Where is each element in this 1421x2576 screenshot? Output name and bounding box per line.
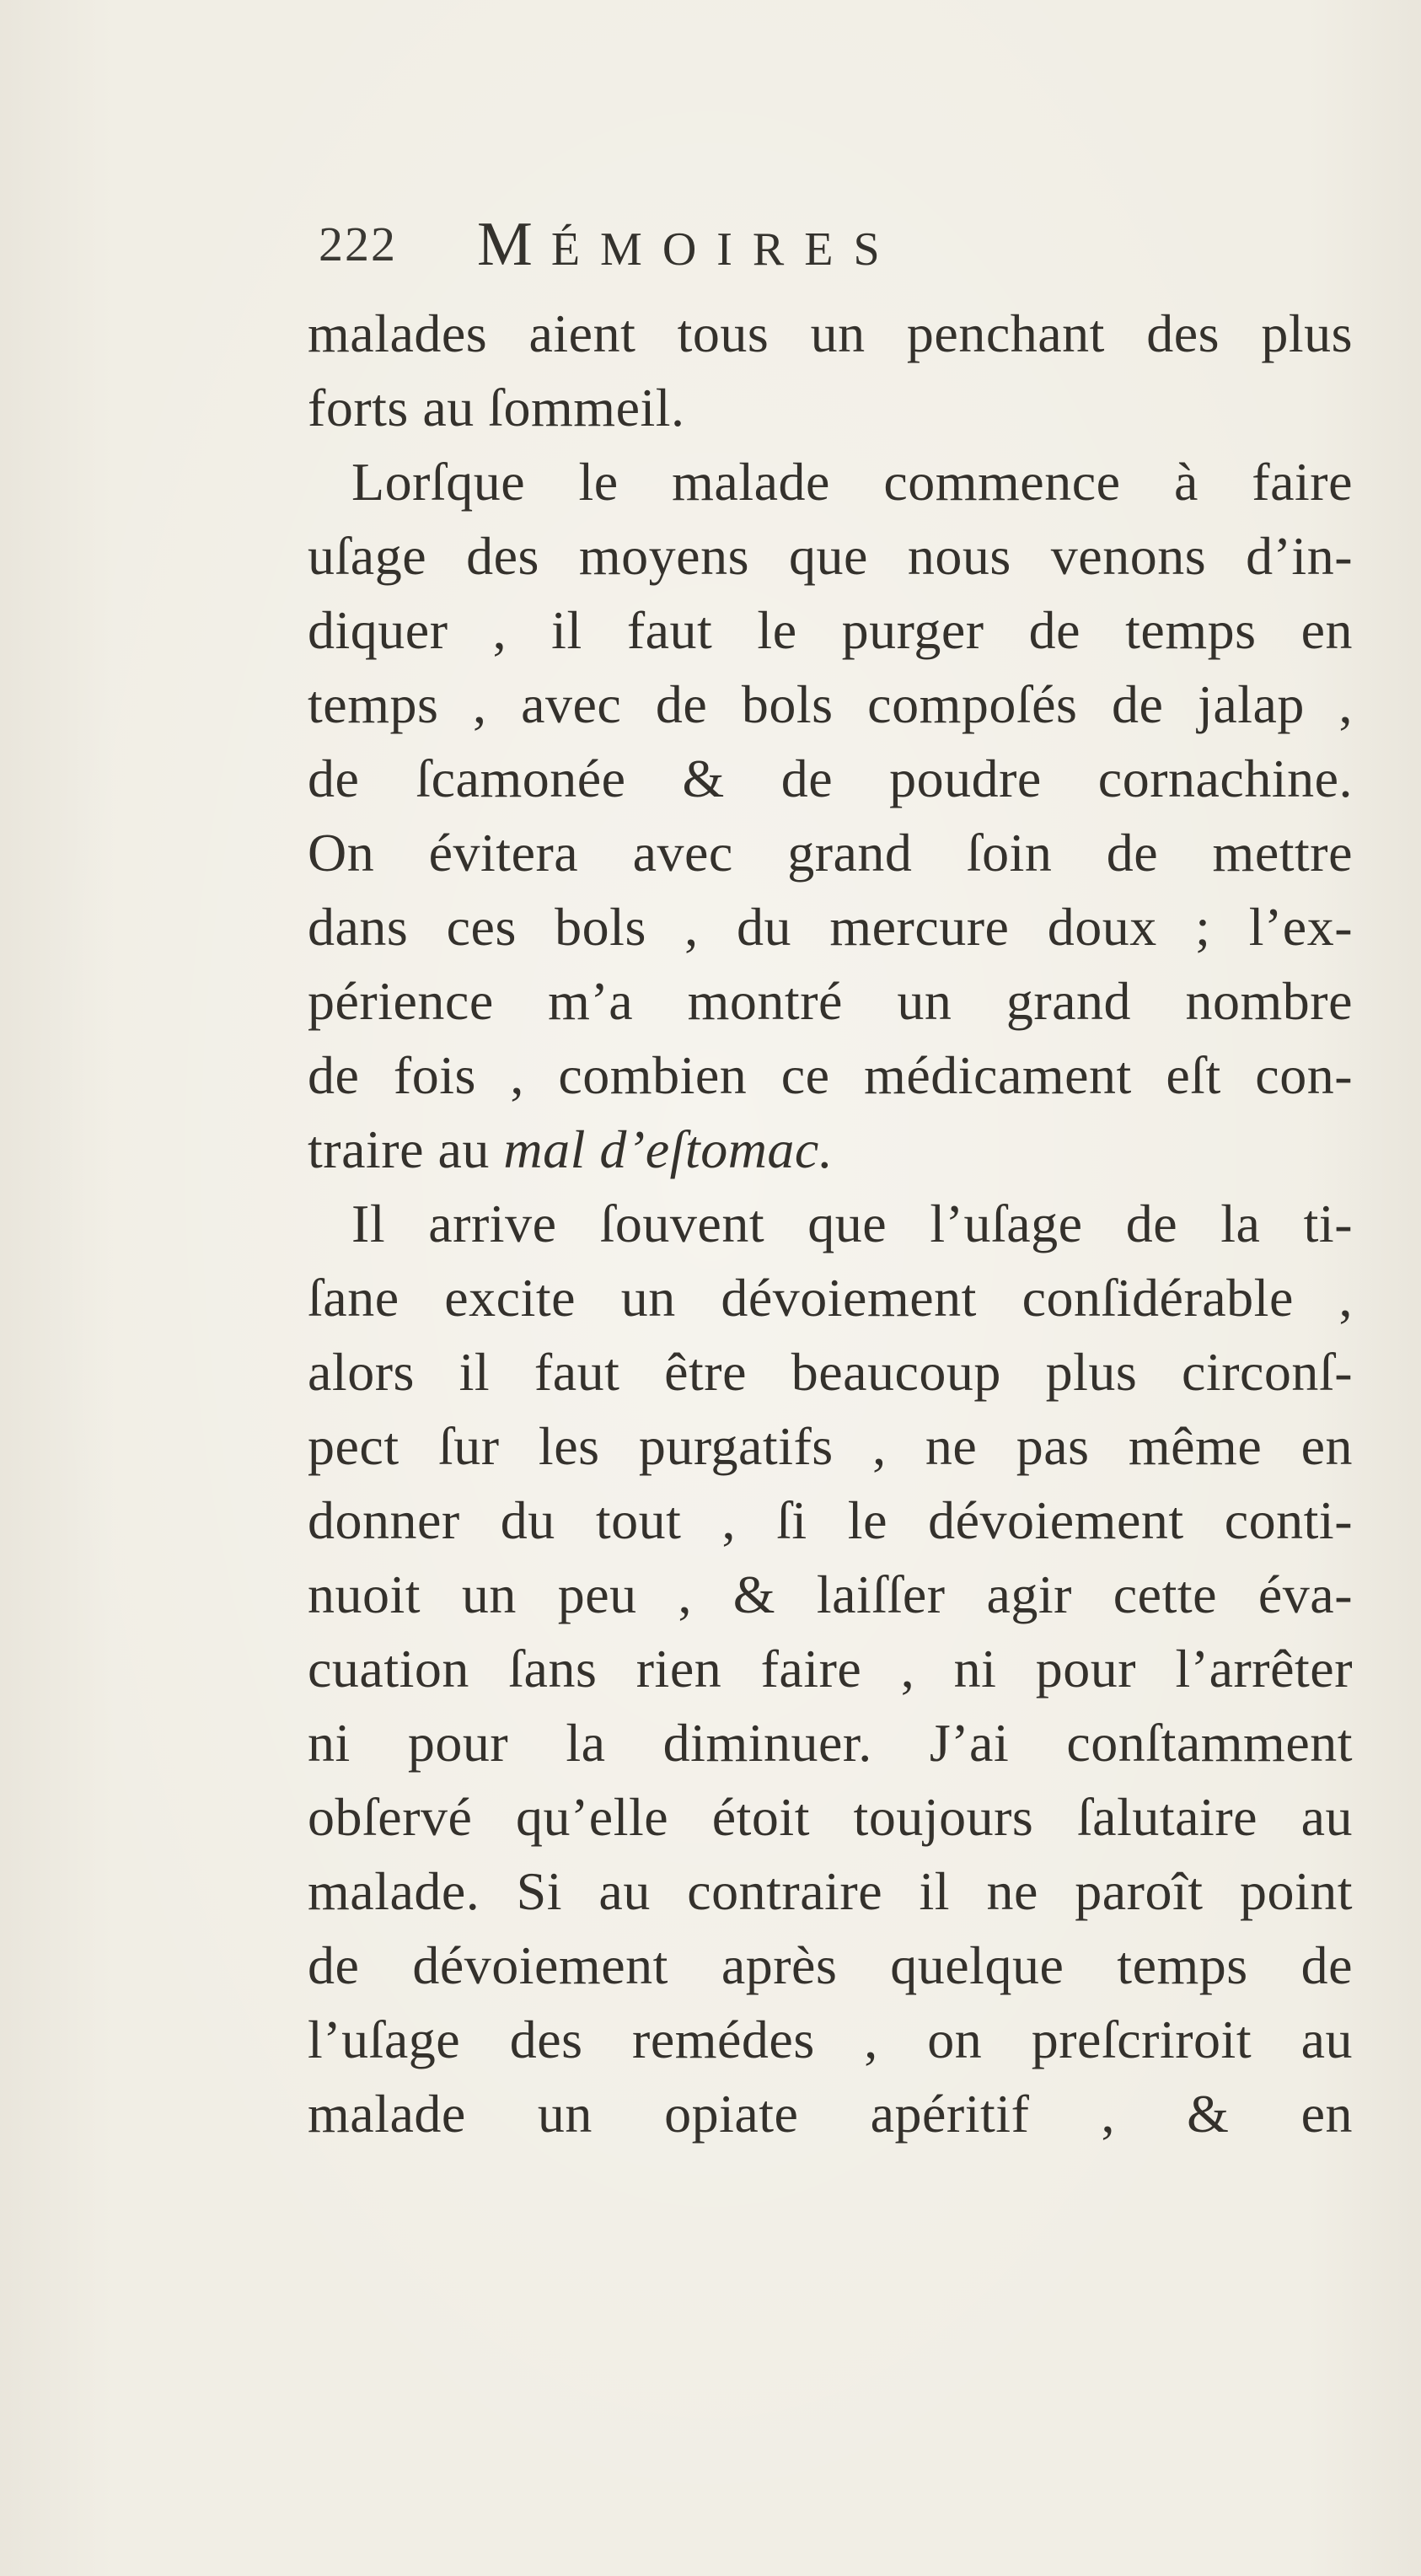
running-head	[477, 209, 900, 281]
running-head-rest: ÉMOIRES	[550, 223, 900, 276]
text-line: cuation ſans rien faire , ni pour l’arrêter	[308, 1639, 1353, 1699]
text-line: nuoit un peu , & laiſſer agir cette éva-	[308, 1564, 1353, 1624]
text-line	[308, 1113, 1353, 1187]
text-line: de fois , combien ce médicament eſt con-	[308, 1045, 1353, 1105]
page-number: 222	[319, 217, 397, 271]
text-roman: traire au	[308, 1119, 504, 1179]
text-line: diquer , il faut le purger de temps en	[308, 600, 1353, 660]
body-text	[308, 297, 1353, 2151]
text-line: malade un opiate apéritif , & en	[308, 2084, 1353, 2144]
text-line: de dévoiement après quelque temps de	[308, 1935, 1353, 1995]
page-header	[319, 209, 1161, 285]
text-line: dans ces bols , du mercure doux ; l’ex-	[308, 897, 1353, 957]
text-line: pect ſur les purgatifs , ne pas même en	[308, 1416, 1353, 1476]
text-line: de ſcamonée & de poudre cornachine.	[308, 749, 1353, 808]
text-line: malade. Si au contraire il ne paroît point	[308, 1861, 1353, 1921]
text-line: temps , avec de bols compoſés de jalap ,	[308, 674, 1353, 734]
running-head-initial: M	[477, 210, 551, 279]
text-line: ni pour la diminuer. J’ai conſtamment	[308, 1713, 1353, 1773]
text-line: donner du tout , ſi le dévoiement conti-	[308, 1490, 1353, 1550]
text-line: On évitera avec grand ſoin de mettre	[308, 823, 1353, 883]
text-line: alors il faut être beaucoup plus circonſ-	[308, 1342, 1353, 1402]
paragraph-start-line: Lorſque le malade commence à faire	[351, 452, 1353, 512]
text-line: uſage des moyens que nous venons d’in-	[308, 526, 1353, 586]
text-line: l’uſage des remédes , on preſcriroit au	[308, 2010, 1353, 2069]
text-line: ſane excite un dévoiement conſidérable ,	[308, 1268, 1353, 1328]
text-line: malades aient tous un penchant des plus	[308, 303, 1353, 363]
text-line: périence m’a montré un grand nombre	[308, 971, 1353, 1031]
text-italic: mal d’eſtomac.	[503, 1119, 834, 1179]
paragraph-start-line: Il arrive ſouvent que l’uſage de la ti-	[351, 1194, 1353, 1253]
text-line: obſervé qu’elle étoit toujours ſalutaire au	[308, 1787, 1353, 1847]
text-line: forts au ſommeil.	[308, 378, 685, 437]
